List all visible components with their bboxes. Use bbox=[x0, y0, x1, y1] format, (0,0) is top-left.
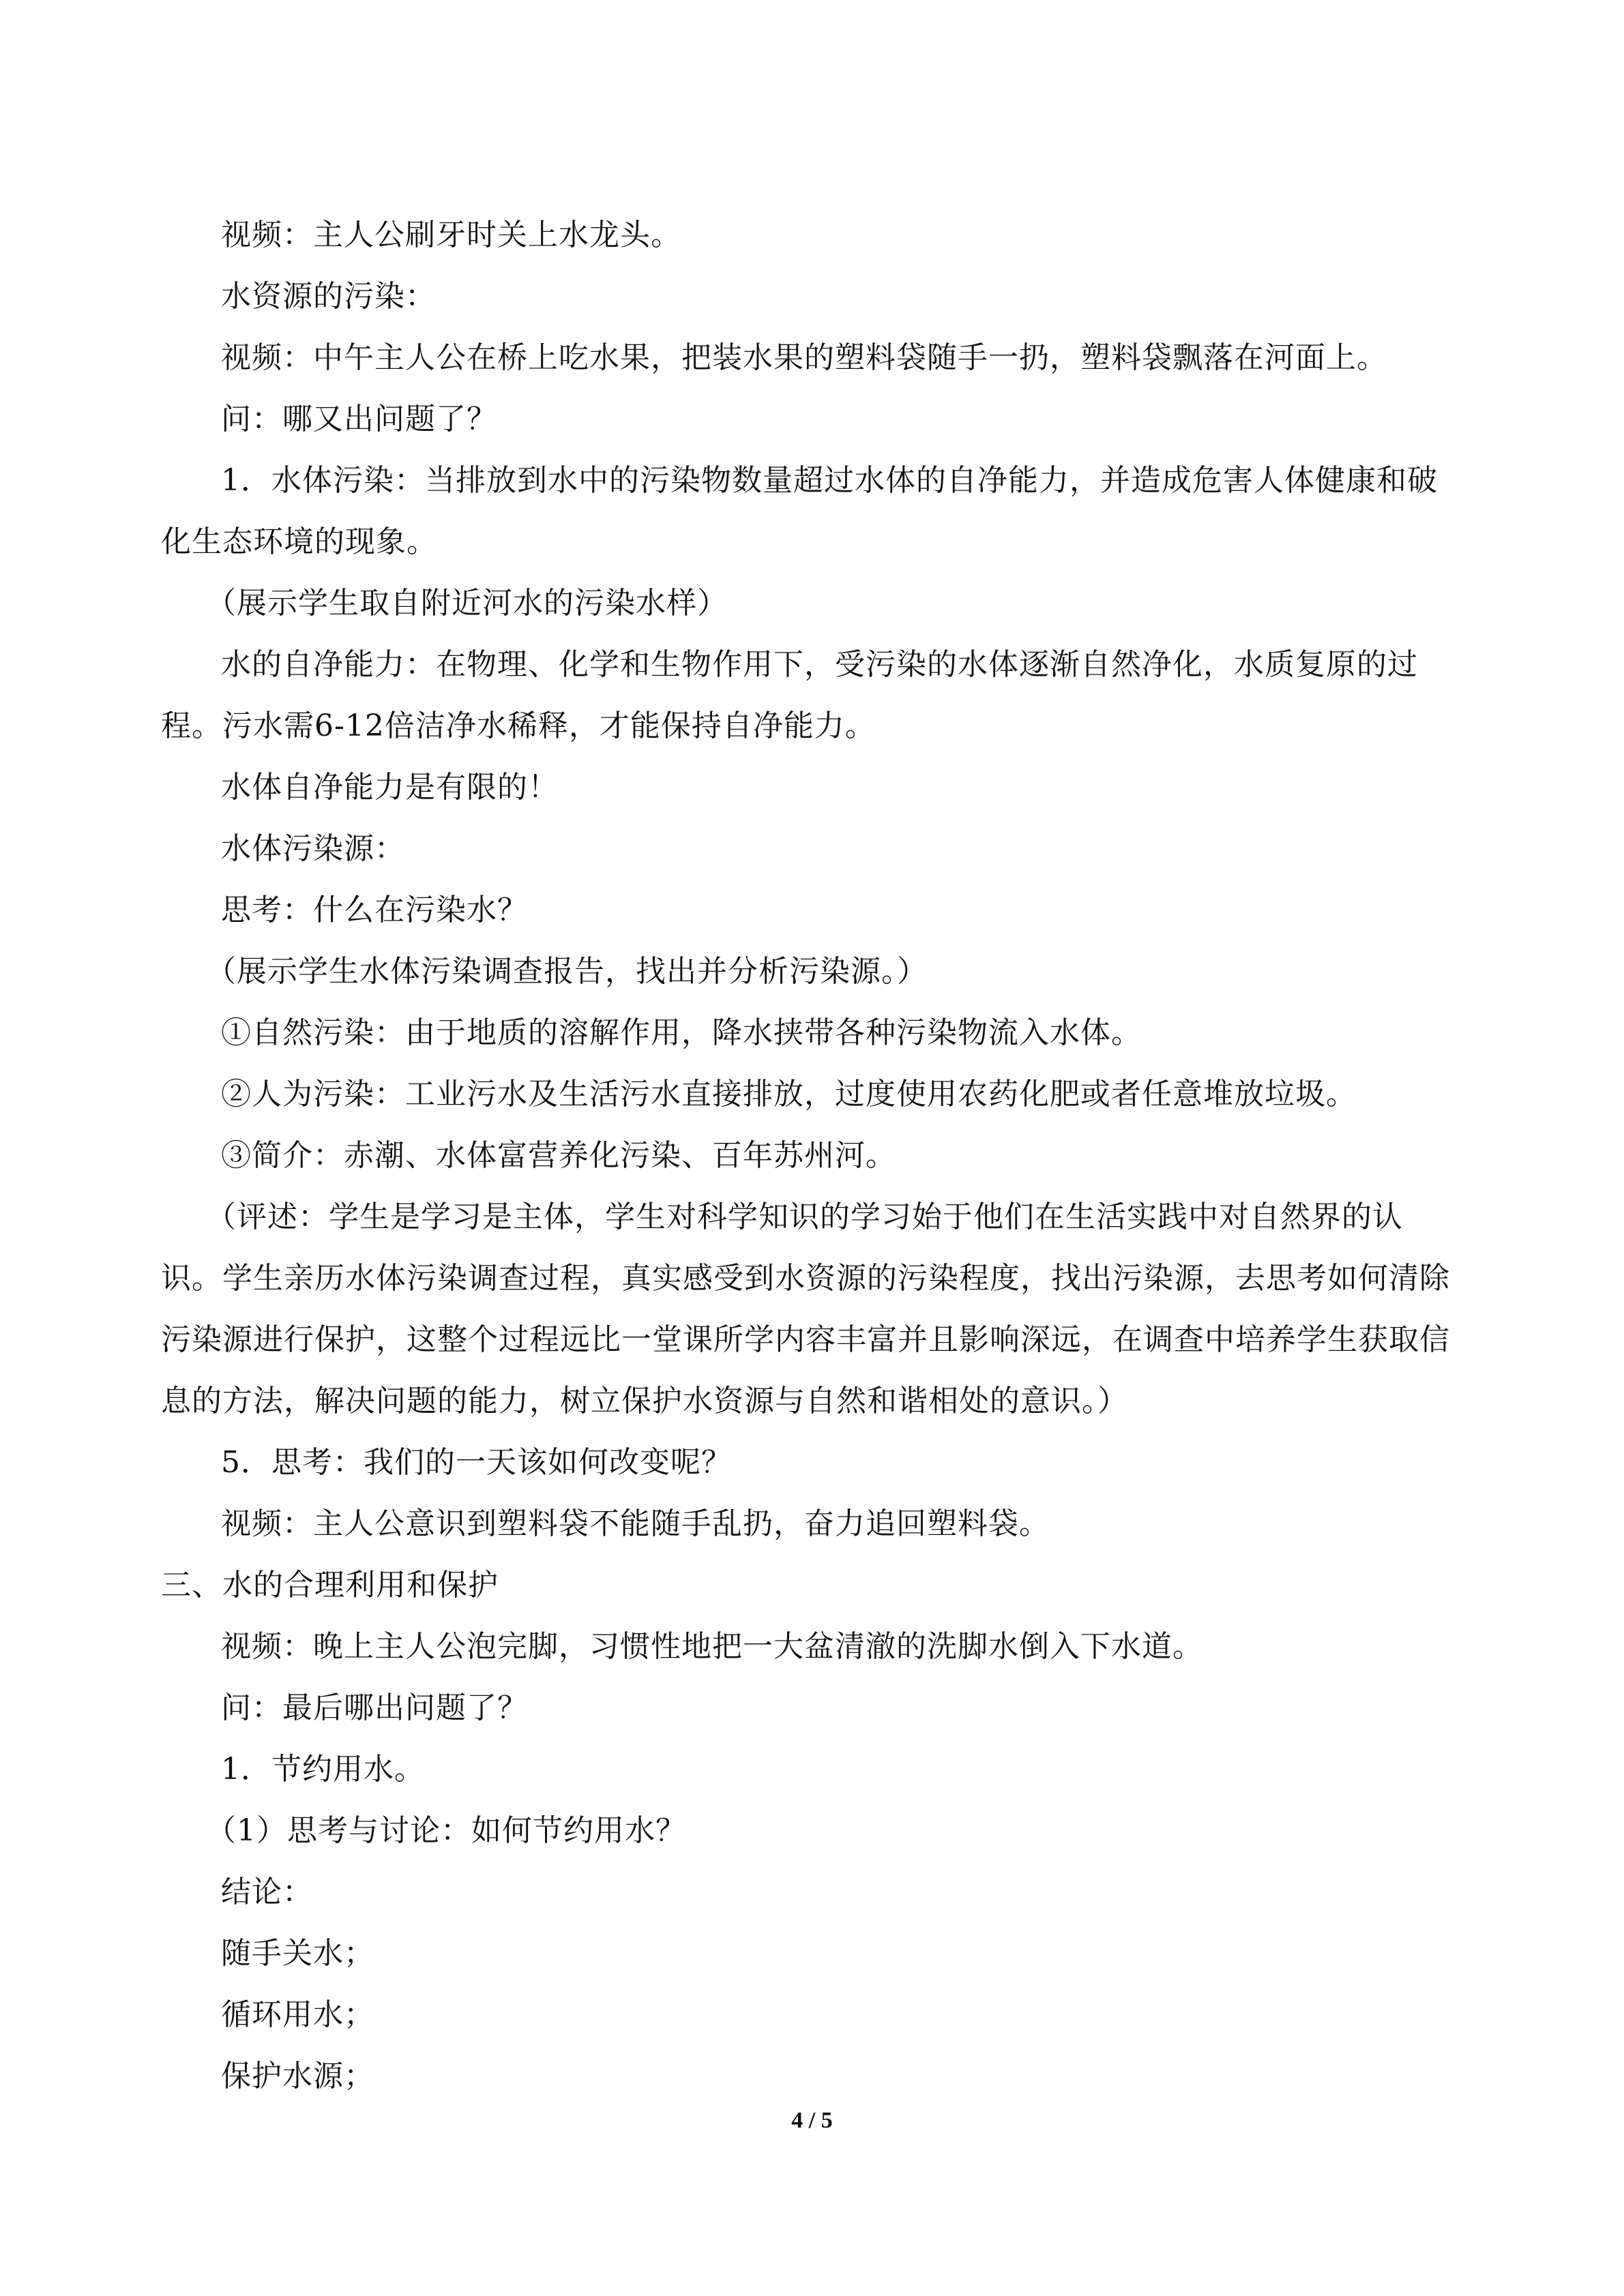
paragraph-self-purification: 水的自净能力：在物理、化学和生物作用下，受污染的水体逐渐自然净化，水质复原的过程。污水需6-12倍洁净水稀释，才能保持自净能力。 bbox=[161, 647, 1418, 743]
paragraph-save-water: 1．节约用水。 bbox=[221, 1752, 425, 1787]
paragraph-show-report: （展示学生水体污染调查报告，找出并分析污染源。） bbox=[206, 954, 928, 989]
paragraph-water-pollution-heading: 水资源的污染： bbox=[221, 279, 436, 314]
paragraph-video-bridge: 视频：中午主人公在桥上吃水果，把装水果的塑料袋随手一扔，塑料袋飘落在河面上。 bbox=[221, 340, 1387, 375]
section-heading-rational-use: 三、水的合理利用和保护 bbox=[161, 1568, 499, 1602]
paragraph-limited-capacity: 水体自净能力是有限的！ bbox=[221, 770, 559, 805]
paragraph-discussion: （1）思考与讨论：如何节约用水？ bbox=[206, 1813, 686, 1848]
paragraph-protect-source: 保护水源； bbox=[221, 2059, 374, 2093]
paragraph-turn-off-tap: 随手关水； bbox=[221, 1936, 374, 1971]
page-number: 4 / 5 bbox=[791, 2108, 833, 2133]
document-body bbox=[161, 205, 1464, 2107]
paragraph-natural-pollution: ①自然污染：由于地质的溶解作用，降水挟带各种污染物流入水体。 bbox=[221, 1015, 1142, 1050]
paragraph-question-2: 问：最后哪出问题了？ bbox=[221, 1690, 528, 1725]
paragraph-introduction: ③简介：赤潮、水体富营养化污染、百年苏州河。 bbox=[221, 1138, 896, 1173]
paragraph-commentary: （评述：学生是学习是主体，学生对科学知识的学习始于他们在生活实践中对自然界的认识。学生亲历水体污染调查过程，真实感受到水资源的污染程度，找出污染源，去思考如何清除污染源进行保护，这整个过程远比一堂课所学内容丰富并且影响深远，在调查中培养学生获取信息的方法，解决问题的能力，树立保护水资源与自然和谐相处的意识。） bbox=[161, 1199, 1450, 1418]
paragraph-think-change: 5．思考：我们的一天该如何改变呢？ bbox=[221, 1445, 732, 1480]
paragraph-video-brushing: 视频：主人公刷牙时关上水龙头。 bbox=[221, 218, 681, 252]
paragraph-question-1: 问：哪又出问题了？ bbox=[221, 402, 497, 436]
paragraph-video-footbath: 视频：晚上主人公泡完脚，习惯性地把一大盆清澈的洗脚水倒入下水道。 bbox=[221, 1629, 1203, 1664]
paragraph-pollution-sources-heading: 水体污染源： bbox=[221, 831, 405, 866]
paragraph-human-pollution: ②人为污染：工业污水及生活污水直接排放，过度使用农药化肥或者任意堆放垃圾。 bbox=[221, 1077, 1357, 1112]
paragraph-show-samples: （展示学生取自附近河水的污染水样） bbox=[206, 586, 728, 621]
paragraph-recycle-water: 循环用水； bbox=[221, 1997, 374, 2032]
paragraph-conclusion: 结论： bbox=[221, 1875, 313, 1909]
paragraph-video-chase-bag: 视频：主人公意识到塑料袋不能随手乱扔，奋力追回塑料袋。 bbox=[221, 1506, 1050, 1541]
paragraph-definition-water-pollution: 1．水体污染：当排放到水中的污染物数量超过水体的自净能力，并造成危害人体健康和破化生态环境的现象。 bbox=[161, 463, 1438, 559]
paragraph-think-what-pollutes: 思考：什么在污染水？ bbox=[221, 893, 528, 927]
